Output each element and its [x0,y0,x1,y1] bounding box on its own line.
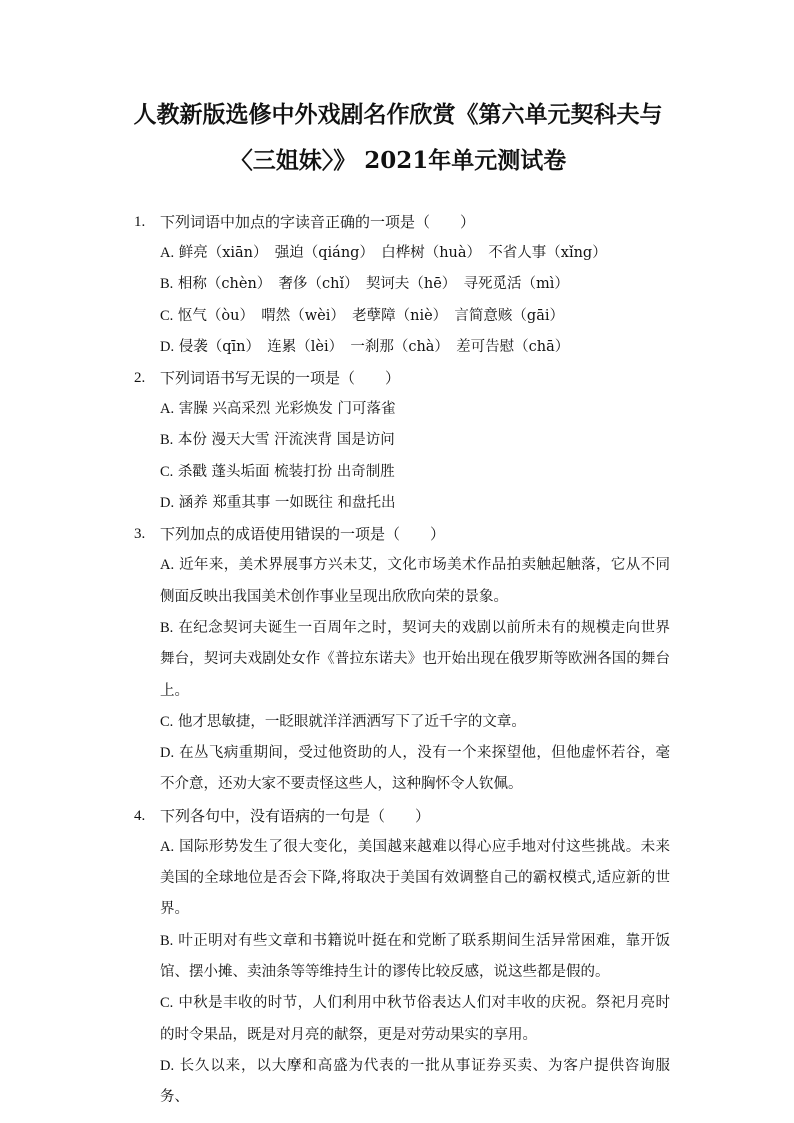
option-label: A. [160,557,175,574]
option-text: 害臊 兴高采烈 光彩焕发 门可落雀 [178,401,396,418]
option-text: 涵养 郑重其事 一如既往 和盘托出 [178,495,396,512]
option-label: D. [160,745,175,762]
option-label: C. [160,463,174,480]
option-c [160,301,670,332]
option-label: B. [160,619,174,636]
question-number: 2. [134,370,146,387]
option-label: C. [160,995,174,1012]
question-2 [0,363,794,519]
option-label: C. [160,713,174,730]
option-b [160,926,670,989]
option-text: 相称（chèn） 奢侈（chǐ） 契诃夫（hē） 寻死觅活（mì） [177,276,569,293]
option-c [160,988,670,1051]
option-d [160,738,670,801]
option-text: 中秋是丰收的时节，人们利用中秋节俗表达人们对丰收的庆祝。祭祀月亮时的时令果品，既是对月亮的献祭，更是对劳动果实的享用。 [160,995,671,1043]
question-3 [0,519,794,800]
option-c [160,457,670,488]
option-label: D. [160,1057,175,1074]
question-list [0,207,794,1113]
option-text: 近年来，美术界展事方兴未艾，文化市场美术作品拍卖触起触落，它从不同侧面反映出我国美术创作事业呈现出欣欣向荣的景象。 [160,557,671,605]
question-stem [0,801,794,832]
option-c [160,707,670,738]
option-b [160,425,670,456]
option-b [160,269,670,300]
option-label: B. [160,276,174,293]
option-text: 他才思敏捷，一眨眼就洋洋洒洒写下了近千字的文章。 [177,713,526,730]
option-text: 鲜亮（xiān） 强迫（qiáng） 白桦树（huà） 不省人事（xǐng） [178,245,607,261]
question-text: 下列词语中加点的字读音正确的一项是（ ） [160,213,476,231]
option-text: 本份 漫天大雪 汗流浃背 国是访问 [177,432,395,449]
option-label: D. [160,338,175,355]
document-title: 人教新版选修中外戏剧名作欣赏《第六单元契科夫与〈三姐妹〉》 2021年单元测试卷 [133,101,663,174]
option-label: A. [160,838,175,855]
option-d [160,1051,670,1114]
option-b [160,613,670,707]
option-label: B. [160,932,174,949]
question-text: 下列各句中，没有语病的一句是（ ） [160,806,431,825]
option-text: 长久以来，以大摩和高盛为代表的一批从事证券买卖、为客户提供咨询服务、 [160,1057,671,1106]
option-d [160,488,670,519]
question-stem [0,363,794,394]
question-number: 4. [134,807,146,824]
option-a [160,238,670,269]
option-a [160,550,670,613]
option-text: 国际形势发生了很大变化，美国越来越难以得心应手地对付这些挑战。未来美国的全球地位是否会下降,将取决于美国有效调整自己的霸权模式,适应新的世界。 [160,838,671,918]
question-stem [0,207,794,238]
option-label: C. [160,307,174,324]
option-a [160,832,670,926]
option-text: 叶正明对有些文章和书籍说叶挺在和党断了联系期间生活异常困难，靠开饭馆、摆小摊、卖油条等等维持生计的谬传比较反感，说这些都是假的。 [160,932,671,980]
question-stem [0,519,794,550]
option-text: 在丛飞病重期间，受过他资助的人，没有一个来探望他，但他虚怀若谷，毫不介意，还劝大家不要责怪这些人，这种胸怀令人钦佩。 [160,745,671,793]
option-label: B. [160,432,174,449]
question-4 [0,801,794,1114]
question-text: 下列词语书写无误的一项是（ ） [160,369,401,388]
option-label: A. [160,401,175,418]
option-text: 在纪念契诃夫诞生一百周年之时，契诃夫的戏剧以前所未有的规模走向世界舞台，契诃夫戏剧处女作《普拉东诺夫》也开始出现在俄罗斯等欧洲各国的舞台上。 [160,619,671,699]
option-a [160,394,670,425]
option-text: 杀戳 蓬头垢面 梳装打扮 出奇制胜 [177,463,395,480]
option-label: D. [160,495,175,512]
question-1 [0,207,794,363]
question-text: 下列加点的成语使用错误的一项是（ ） [160,525,446,544]
option-label: A. [160,245,175,261]
option-d [160,332,670,363]
option-text: 侵袭（qīn） 连累（lèi） 一刹那（chà） 差可告慰（chā） [178,338,570,355]
question-number: 3. [134,526,146,543]
option-text: 怄气（òu） 喟然（wèi） 老孽障（niè） 言简意赅（gāi） [177,307,564,324]
question-number: 1. [134,214,146,230]
